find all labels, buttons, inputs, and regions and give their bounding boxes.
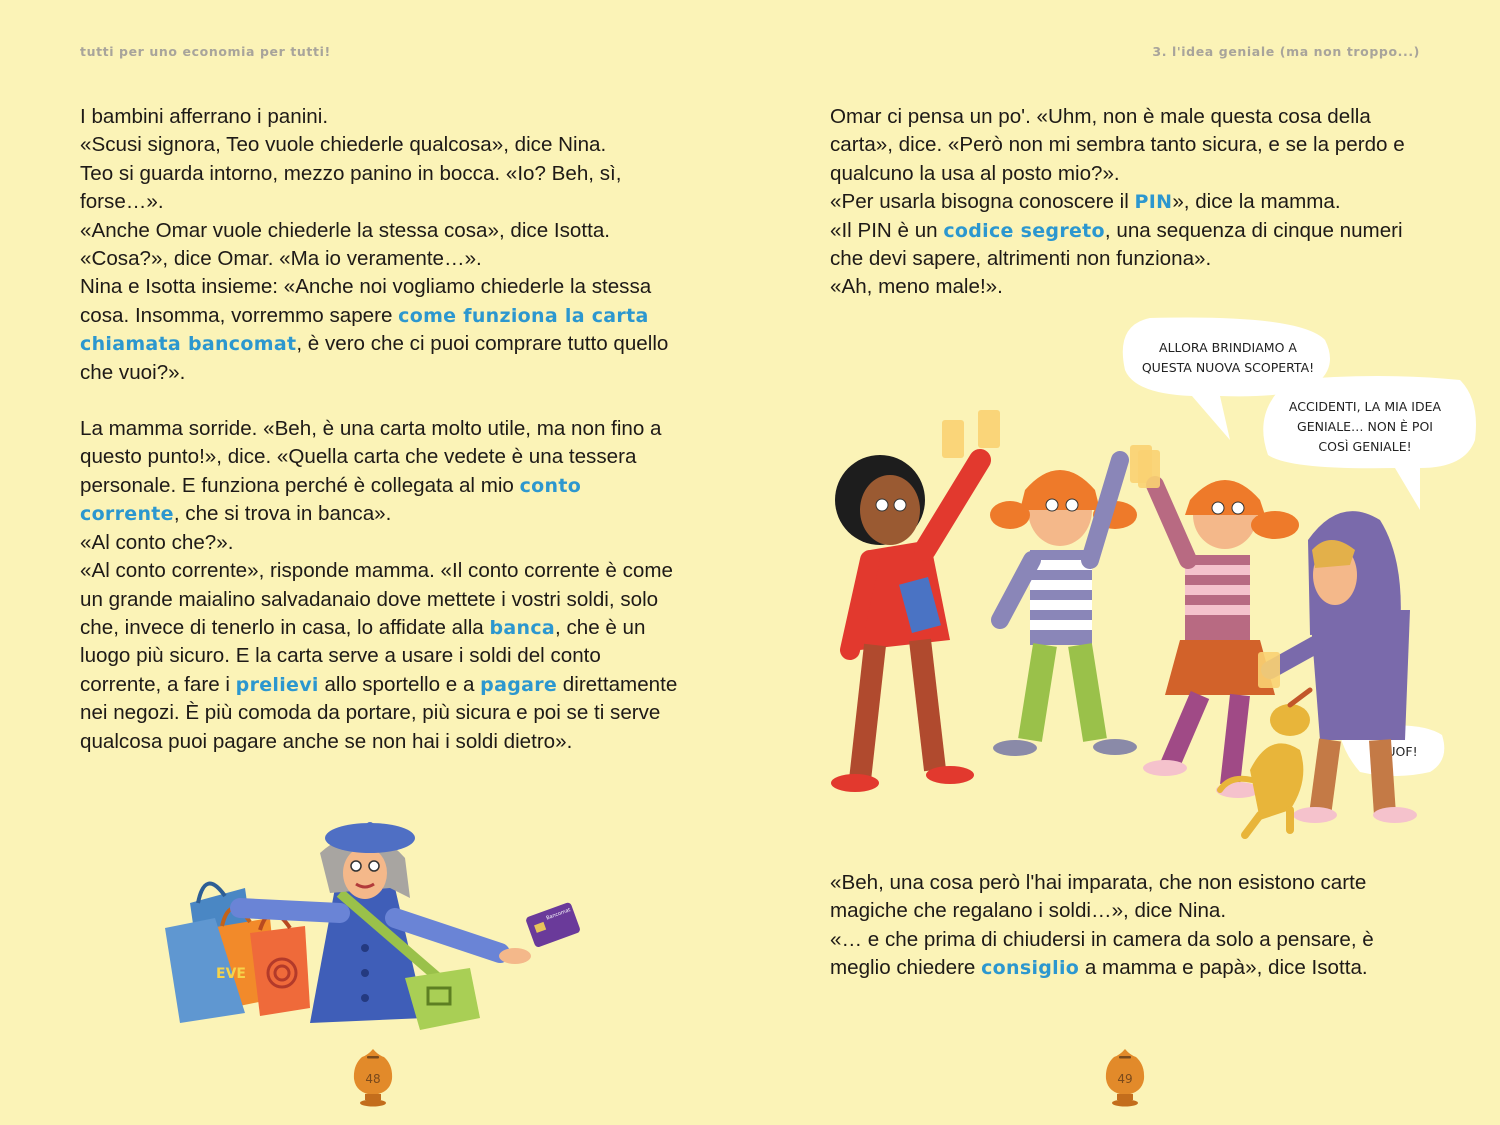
glass-icon bbox=[942, 420, 964, 458]
paragraph: «Anche Omar vuole chiederle la stessa cosa», dice Isotta. bbox=[80, 218, 610, 242]
page-number-badge-left: 48 bbox=[352, 1045, 394, 1111]
left-page-body bbox=[80, 103, 680, 756]
svg-text:QUESTA NUOVA SCOPERTA!: QUESTA NUOVA SCOPERTA! bbox=[1141, 360, 1315, 375]
glass-icon bbox=[1258, 652, 1280, 688]
paragraph: «Al conto corrente», risponde mamma. «Il conto corrente è come un grande maialino salvadanaio dove mettete i vostri soldi, solo che, invece di tenerlo in casa, lo affidate alla banca, che è un luogo più sicuro. E la carta serve a usare i soldi del conto corrente, a fare i prelievi allo sportello e a pagare direttamente nei negozi. È più comoda da portare, più sicura e poi se ti serve qualcosa puoi pagare anche se non hai i soldi dietro». bbox=[80, 559, 678, 753]
card-label: Bancomat bbox=[545, 907, 572, 922]
page-number-badge-right: 49 bbox=[1104, 1045, 1146, 1111]
speech-bubble-genius bbox=[1263, 376, 1476, 510]
paragraph: «Al conto che?». bbox=[80, 530, 234, 554]
svg-text:ALLORA BRINDIAMO A: ALLORA BRINDIAMO A bbox=[1159, 340, 1297, 355]
glass-icon bbox=[1138, 450, 1160, 488]
paragraph: «Per usarla bisogna conoscere il PIN», dice la mamma. bbox=[830, 190, 1341, 214]
keyword-bancomat: come funziona la carta chiamata bancomat bbox=[80, 304, 649, 356]
bag-label: EVE bbox=[216, 966, 246, 982]
left-running-title: tutti per uno economia per tutti! bbox=[80, 44, 331, 59]
paragraph: «Beh, una cosa però l'hai imparata, che non esistono carte magiche che regalano i soldi…», dice Nina. bbox=[830, 871, 1367, 923]
paragraph: «… e che prima di chiudersi in camera da solo a pensare, è meglio chiedere consiglio a mamma e papà», dice Isotta. bbox=[830, 927, 1374, 980]
keyword-prelievi: prelievi bbox=[235, 673, 319, 696]
svg-text:GENIALE… NON È POI: GENIALE… NON È POI bbox=[1297, 419, 1433, 434]
paragraph: La mamma sorride. «Beh, è una carta molto utile, ma non fino a questo punto!», dice. «Quella carta che vedete è una tessera personale. E funziona perché è collegata al mio conto corrente, che si trova in banca». bbox=[80, 417, 662, 526]
character-nina bbox=[990, 445, 1152, 756]
keyword-pagare: pagare bbox=[480, 673, 558, 696]
keyword-pin: PIN bbox=[1134, 191, 1173, 214]
svg-text:UOF!: UOF! bbox=[1386, 744, 1418, 759]
paragraph: «Ah, meno male!». bbox=[830, 275, 1003, 299]
mother-with-bags-illustration bbox=[150, 818, 590, 1048]
svg-text:COSÌ GENIALE!: COSÌ GENIALE! bbox=[1318, 439, 1412, 454]
keyword-conto-corrente: conto corrente bbox=[80, 474, 582, 526]
paragraph: «Cosa?», dice Omar. «Ma io veramente…». bbox=[80, 247, 482, 271]
paragraph: I bambini afferrano i panini. bbox=[80, 105, 329, 128]
paragraph: «Scusi signora, Teo vuole chiederle qualcosa», dice Nina. bbox=[80, 133, 607, 157]
right-page-body-bottom bbox=[830, 869, 1440, 983]
svg-text:ACCIDENTI, LA MIA IDEA: ACCIDENTI, LA MIA IDEA bbox=[1288, 399, 1442, 414]
right-running-title: 3. l'idea geniale (ma non troppo...) bbox=[1152, 44, 1420, 59]
keyword-banca: banca bbox=[489, 616, 556, 639]
paragraph: Omar ci pensa un po'. «Uhm, non è male questa cosa della carta», dice. «Però non mi sembra tanto sicura, e se la perdo e qualcuno la usa al posto mio?». bbox=[830, 105, 1405, 185]
keyword-codice-segreto: codice segreto bbox=[943, 219, 1105, 242]
bank-card-icon bbox=[525, 902, 581, 948]
paragraph: «Il PIN è un codice segreto, una sequenza di cinque numeri che devi sapere, altrimenti non funziona». bbox=[830, 218, 1403, 271]
glass-icon bbox=[978, 410, 1000, 448]
paragraph: Nina e Isotta insieme: «Anche noi vogliamo chiederle la stessa cosa. Insomma, vorremmo sapere come funziona la carta chiamata bancomat, è vero che ci puoi comprare tutto quello che vuoi?». bbox=[80, 275, 669, 384]
right-page-body-top bbox=[830, 103, 1430, 302]
paragraph: Teo si guarda intorno, mezzo panino in bocca. «Io? Beh, sì, forse…». bbox=[80, 161, 622, 214]
character-omar bbox=[831, 410, 1000, 792]
kids-toasting-illustration bbox=[820, 310, 1490, 850]
keyword-consiglio: consiglio bbox=[981, 957, 1080, 980]
